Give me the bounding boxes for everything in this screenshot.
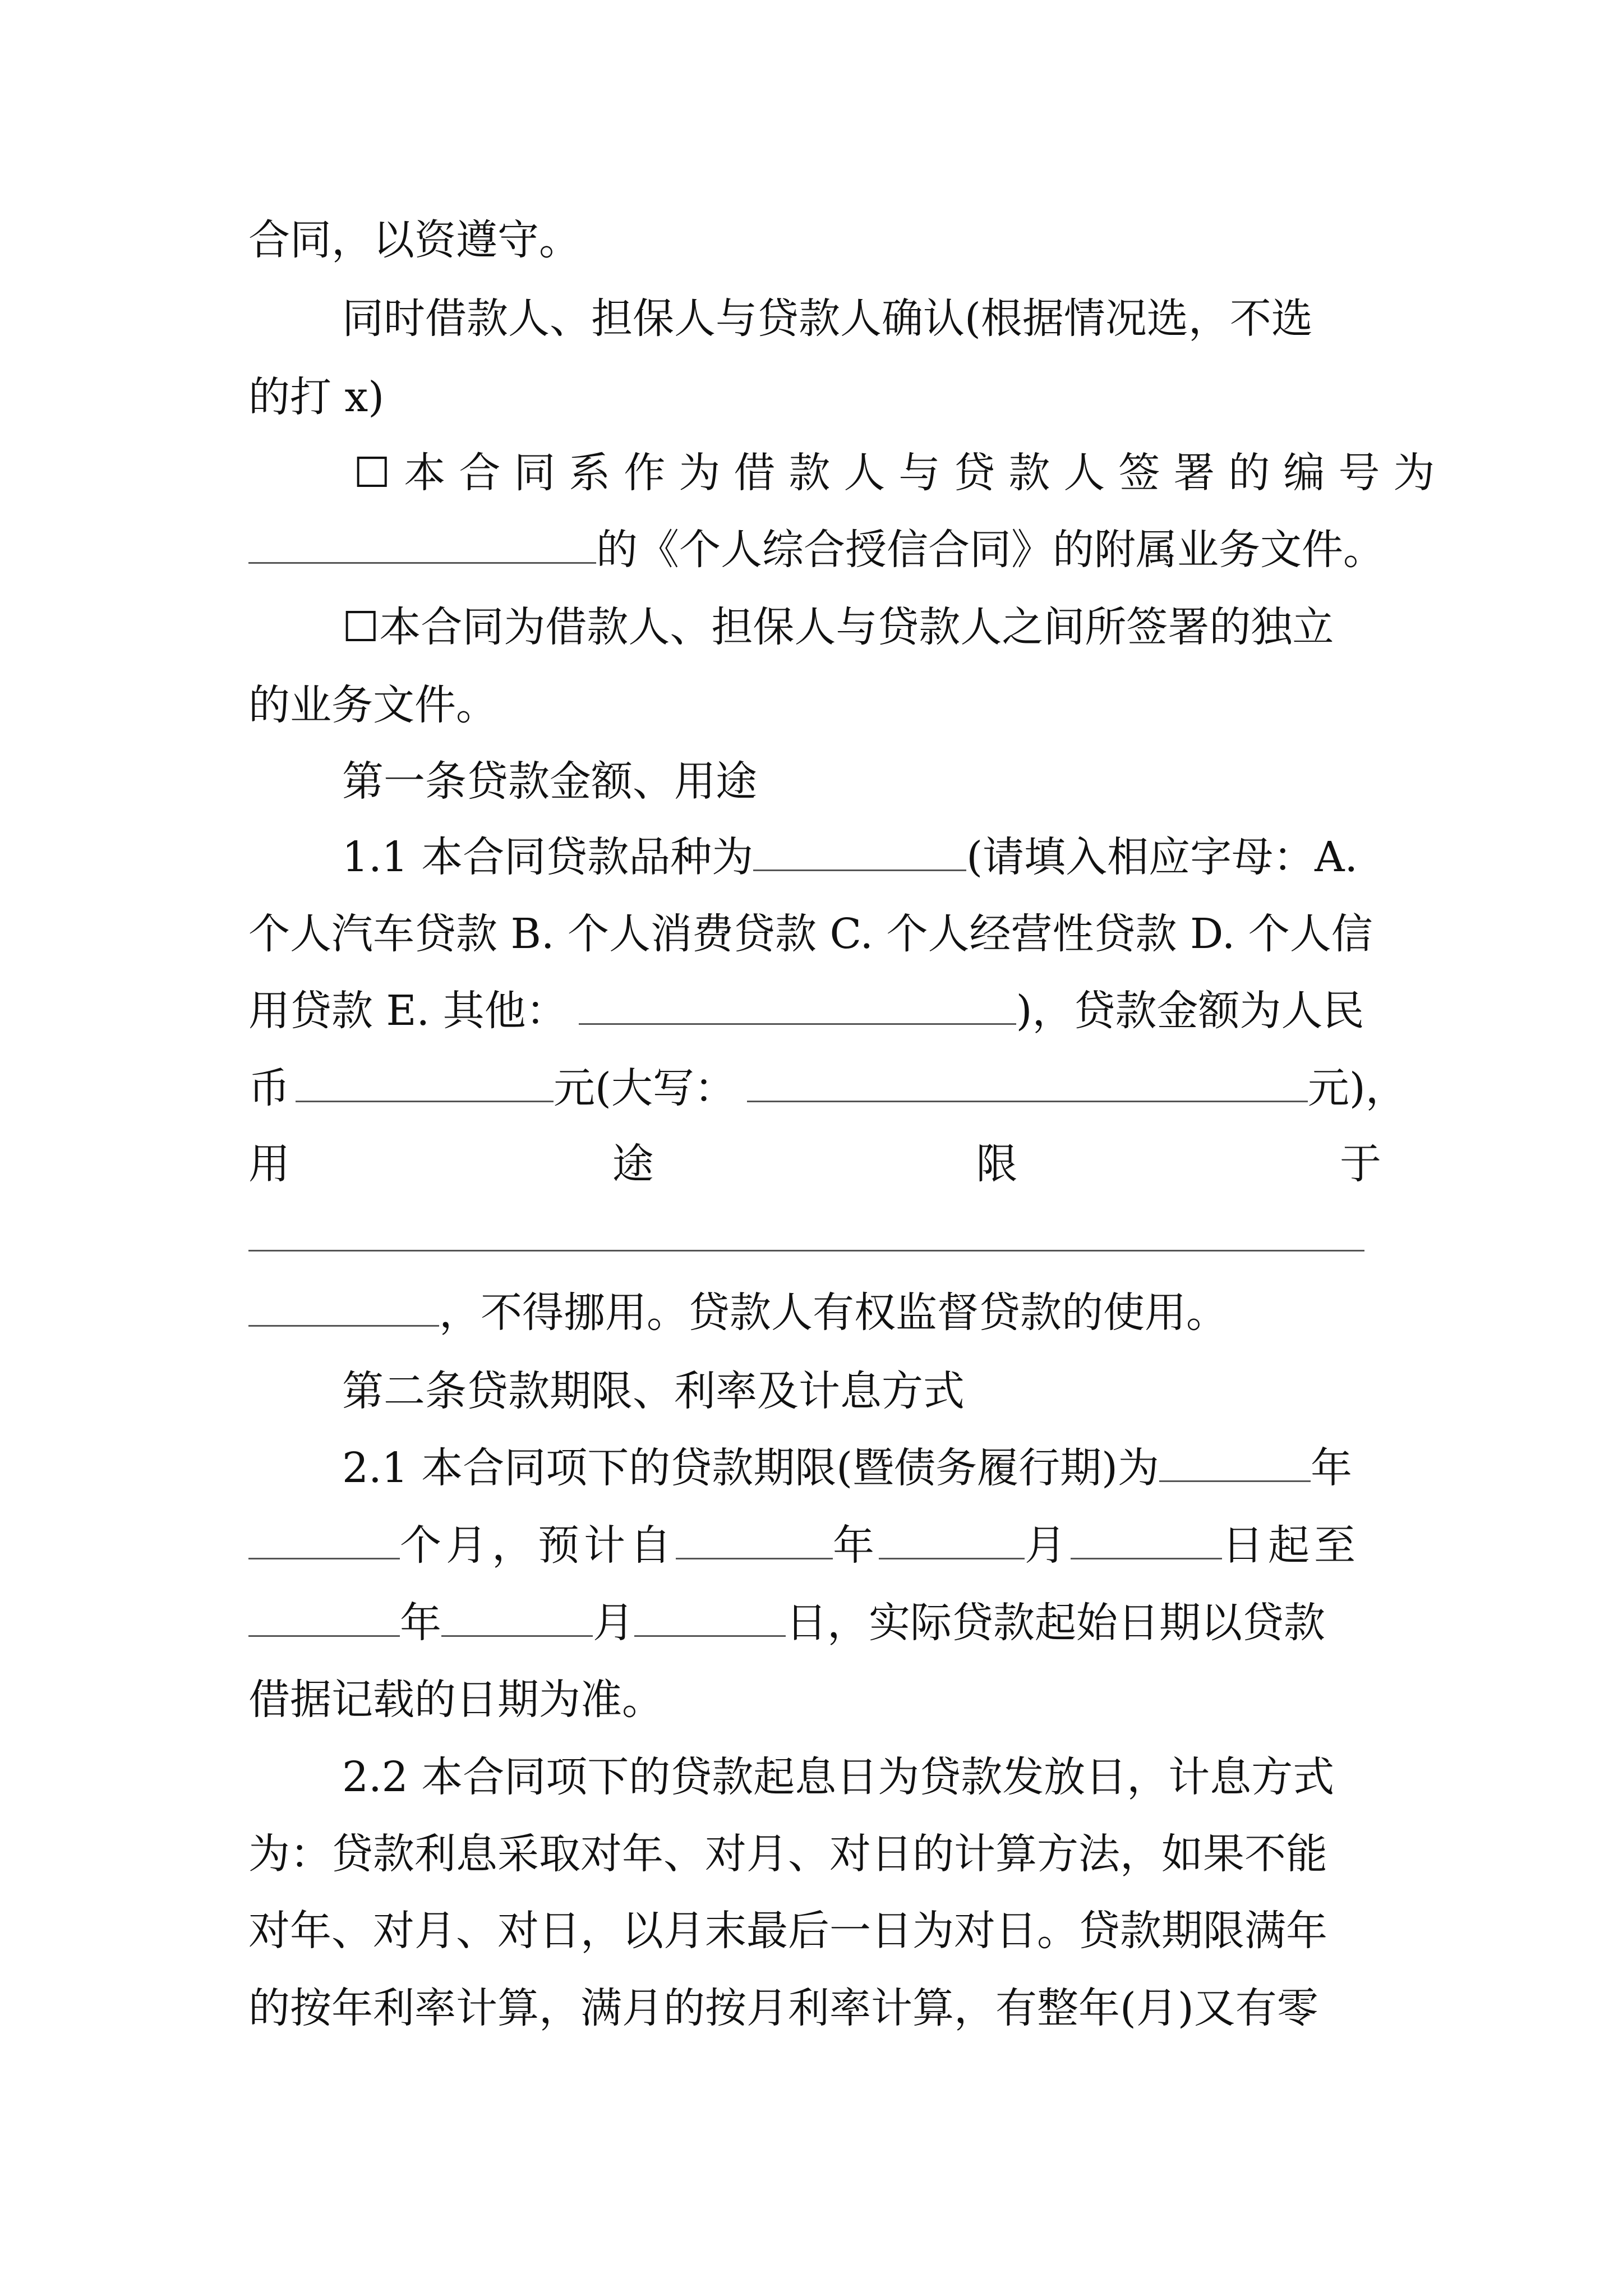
blank-field[interactable] <box>879 1524 1025 1559</box>
text-line: 用贷款 E. 其他： )，贷款金额为人民 <box>248 987 1364 1035</box>
checkbox-icon[interactable]: ☐ <box>353 449 404 497</box>
blank-field[interactable] <box>579 990 1016 1025</box>
text-line: 1.1 本合同贷款品种为 (请填入相应字母：A. <box>342 833 1358 881</box>
blank-field[interactable] <box>248 1524 400 1559</box>
text-line: 同时借款人、担保人与贷款人确认(根据情况选，不选 <box>342 295 1313 343</box>
text-line: 的《个人综合授信合同》的附属业务文件。 <box>248 522 1385 578</box>
text-line: 2.1 本合同项下的贷款期限(暨债务履行期)为 年 <box>342 1444 1352 1492</box>
blank-field[interactable] <box>248 1291 439 1327</box>
text-line: 的业务文件。 <box>248 681 497 729</box>
blank-field[interactable] <box>747 1067 1308 1102</box>
text-line: 年 月 日，实际贷款起始日期以贷款 <box>248 1595 1325 1651</box>
blank-field[interactable] <box>248 1250 1364 1251</box>
blank-field[interactable] <box>441 1602 593 1637</box>
blank-field[interactable] <box>248 528 596 564</box>
text-line: 币 元(大写： 元)， <box>248 1064 1407 1112</box>
text-line: 个人汽车贷款 B. 个人消费贷款 C. 个人经营性贷款 D. 个人信 <box>248 910 1373 958</box>
checkbox-icon[interactable]: ☐ <box>342 603 380 651</box>
text-line: 为：贷款利息采取对年、对月、对日的计算方法，如果不能 <box>248 1830 1327 1878</box>
blank-field[interactable] <box>1159 1447 1311 1482</box>
text-line-justified: 用 途 限 于 <box>248 1140 1381 1188</box>
section-heading: 第二条贷款期限、利率及计息方式 <box>342 1367 965 1415</box>
text-line: 的打 x) <box>248 373 385 421</box>
blank-field[interactable] <box>248 1602 400 1637</box>
blank-field[interactable] <box>1071 1524 1222 1559</box>
text-line: 合同，以资遵守。 <box>248 216 580 264</box>
text-line: ☐本合同为借款人、担保人与贷款人之间所签署的独立 <box>342 599 1334 655</box>
text-line: 对年、对月、对日，以月末最后一日为对日。贷款期限满年 <box>248 1907 1327 1955</box>
section-heading: 第一条贷款金额、用途 <box>342 757 757 806</box>
text-line: ☐本合同系作为借款人与贷款人签署的编号为 <box>353 445 1448 501</box>
blank-field[interactable] <box>296 1067 554 1102</box>
text-line: 借据记载的日期为准。 <box>248 1676 663 1724</box>
text-line: ，不得挪用。贷款人有权监督贷款的使用。 <box>248 1285 1228 1341</box>
blank-field[interactable] <box>753 836 966 871</box>
text-line: 个月，预计自 年 月 日起至 <box>248 1517 1360 1573</box>
blank-field[interactable] <box>676 1524 833 1559</box>
blank-field[interactable] <box>634 1602 786 1637</box>
text-line: 2.2 本合同项下的贷款起息日为贷款发放日，计息方式 <box>342 1753 1335 1801</box>
text-line: 的按年利率计算，满月的按月利率计算，有整年(月)又有零 <box>248 1984 1318 2032</box>
